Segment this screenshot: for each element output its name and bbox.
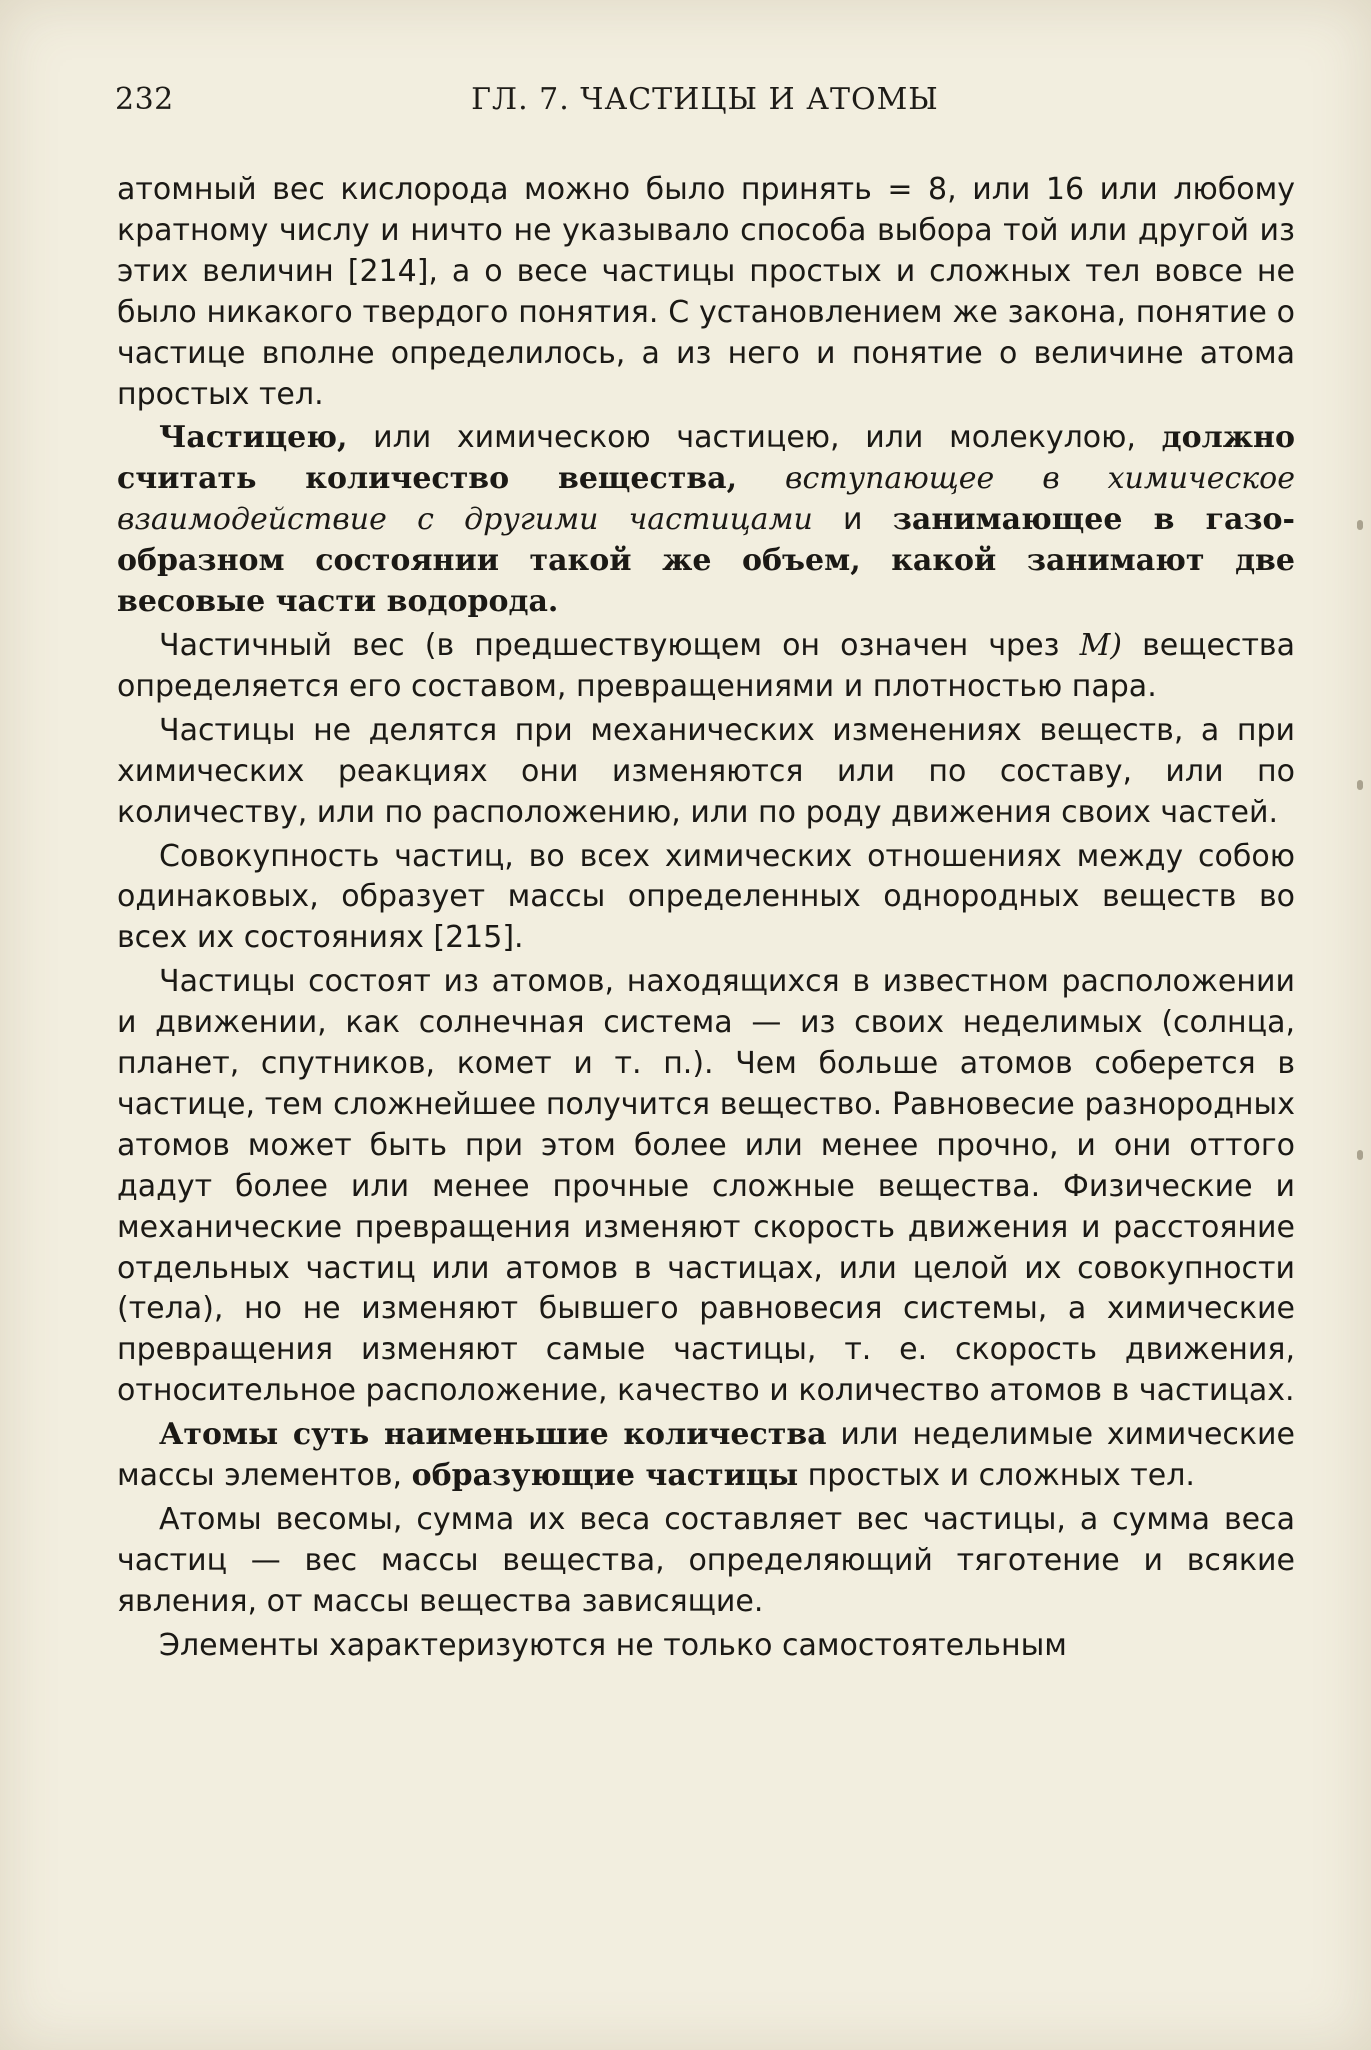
text-run: вещества определяется его составом, превращениями и плотностью пара. — [117, 627, 1295, 704]
paragraph — [117, 1626, 1295, 1667]
page-edge-mark — [1357, 520, 1363, 530]
text-run — [737, 461, 785, 496]
paragraph — [117, 1500, 1295, 1623]
paragraph — [117, 1415, 1295, 1497]
paragraph — [117, 418, 1295, 623]
paragraph — [117, 170, 1295, 415]
bold-text: занимающее в газообразном состоянии такой же объем, какой занимают две весовые части водорода. — [117, 502, 1295, 620]
page-number: 232 — [115, 82, 174, 117]
paragraph — [117, 837, 1295, 960]
italic-text: M) — [1079, 627, 1123, 663]
text-run: Частицы не делятся при механических изменениях веществ, а при химических реакциях они изменяются или по составу, или по количеству, или по расположению, или по роду движения своих частей. — [117, 712, 1295, 830]
text-run: простых и сложных тел. — [798, 1458, 1195, 1494]
page-edge-mark — [1357, 780, 1363, 790]
italic-text: вступающее в химическое взаимодействие с другими частицами — [117, 461, 1295, 538]
text-run: или химическою частицею, или молекулою, — [347, 420, 1162, 456]
text-run: Частичный вес (в предшествующем он означен чрез — [159, 627, 1080, 663]
text-run: или неделимые химические массы элементов, — [117, 1417, 1295, 1494]
page-edge-mark — [1357, 1150, 1363, 1160]
bold-text: Атомы суть наименьшие количества — [159, 1417, 827, 1453]
text-run: Атомы весомы, сумма их веса составляет вес частицы, а сумма веса частиц — вес массы вещества, определяющий тяготение и всякие явления, от массы вещества зависящие. — [117, 1502, 1295, 1619]
text-run: Элементы характеризуются не только самостоятельным — [159, 1627, 1067, 1663]
body-text — [117, 170, 1295, 1670]
bold-text: образующие частицы — [411, 1458, 799, 1494]
paragraph — [117, 626, 1295, 708]
text-run: атомный вес кислорода можно было принять = 8, или 16 или любому кратному числу и ничто не указывало способа выбора той или другой из этих величин [214], а о весе частицы простых и сложных тел вовсе не было никакого твердого понятия. С установлением же закона, понятие о частице вполне определилось, а из него и понятие о величине атома простых тел. — [117, 172, 1295, 412]
bold-text: должно считать количество вещества, — [117, 420, 1295, 497]
paragraph — [117, 711, 1295, 834]
text-run: Частицы состоят из атомов, находящихся в известном расположении и движении, как солнечная система — из своих неделимых (солнца, планет, спутников, комет и т. п.). Чем больше атомов соберется в частице, тем сложнейшее получится вещество. Равновесие разнородных атомов может быть при этом более или менее прочно, и они оттого дадут более или менее прочные сложные вещества. Физические и механические превращения изменяют скорость движения и расстояние отдельных частиц или атомов в частицах, или целой их совокупности (тела), но не изменяют бывшего равновесия системы, а химические превращения изменяют самые частицы, т. е. скорость движения, относительное расположение, качество и количество атомов в частицах. — [117, 964, 1295, 1409]
page-header — [115, 82, 1295, 132]
bold-text: Частицею, — [159, 420, 348, 456]
text-run: и — [812, 502, 893, 538]
paragraph — [117, 962, 1295, 1412]
text-run: Совокупность частиц, во всех химических отношениях между собою одинаковых, образует массы определенных однородных веществ во всех их состояниях [215]. — [117, 838, 1295, 956]
running-head: ГЛ. 7. ЧАСТИЦЫ И АТОМЫ — [471, 82, 939, 117]
